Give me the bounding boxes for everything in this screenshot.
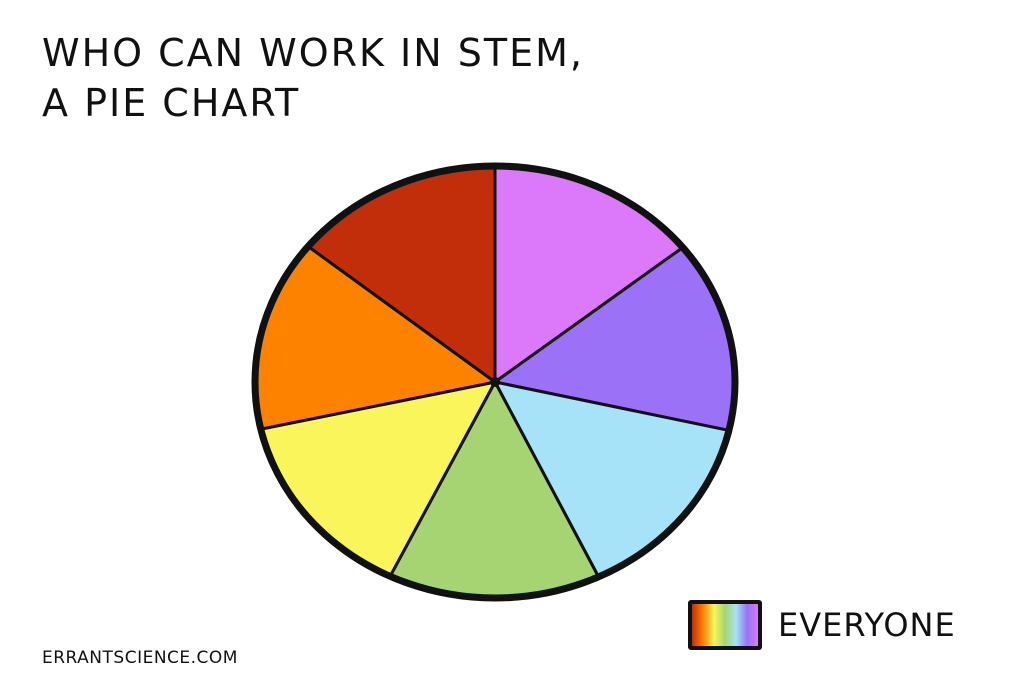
legend-label: EVERYONE: [778, 606, 956, 644]
pie-center-dot: [490, 377, 500, 387]
chart-title-line-1: WHO CAN WORK IN STEM,: [42, 31, 584, 75]
legend-swatch-rainbow: [688, 600, 762, 650]
site-credit: ERRANTSCIENCE.COM: [42, 648, 238, 668]
chart-subtitle: A PIE CHART: [42, 81, 301, 125]
chart-legend: [688, 600, 956, 650]
